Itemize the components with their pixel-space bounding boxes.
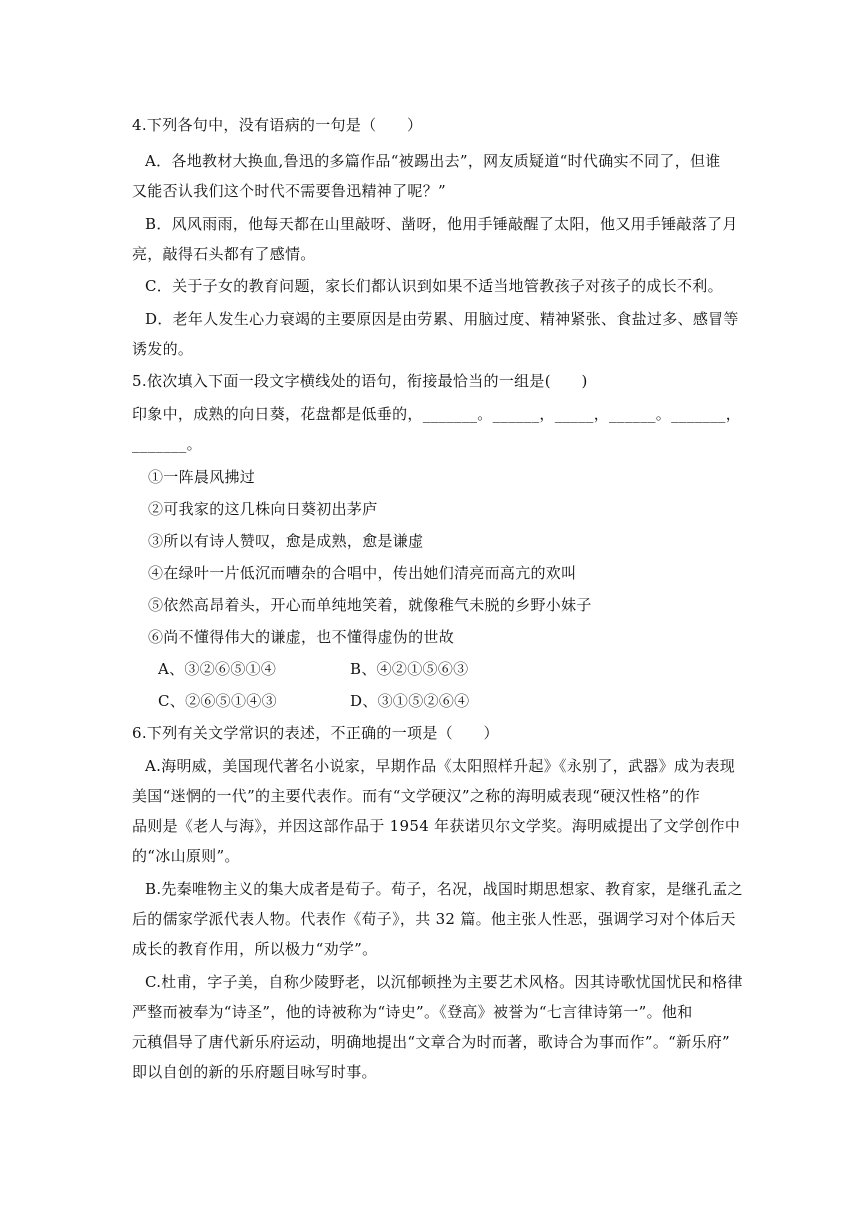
q4-option-d-line1: D．老年人发生心力衰竭的主要原因是由劳累、用脑过度、精神紧张、食盐过多、感冒等 — [145, 310, 739, 328]
q6-option-c-line1: C.杜甫，字子美，自称少陵野老，以沉郁顿挫为主要艺术风格。因其诗歌忧国忧民和格律 — [145, 973, 743, 991]
q6-option-a-line4: 的“冰山原则”。 — [132, 847, 240, 865]
q5-choice-a: A、③②⑥⑤①④ — [158, 660, 277, 678]
q5-item-6: ⑥尚不懂得伟大的谦虚，也不懂得虚伪的世故 — [148, 628, 455, 646]
question-5-stem: 5.依次填入下面一段文字横线处的语句，衔接最恰当的一组是( ) — [132, 372, 588, 390]
question-6-stem: 6.下列有关文学常识的表述，不正确的一项是（ ） — [132, 724, 499, 742]
q5-item-1: ①一阵晨风拂过 — [148, 468, 256, 486]
q5-passage-line2: _______。 — [132, 435, 202, 453]
q4-option-d-line2: 诱发的。 — [132, 340, 194, 358]
q5-item-5: ⑤依然高昂着头，开心而单纯地笑着，就像稚气未脱的乡野小妹子 — [148, 596, 592, 614]
q6-option-a-line3: 品则是《老人与海》，并因这部作品于 1954 年获诺贝尔文学奖。海明威提出了文学创作中 — [132, 817, 741, 835]
q6-option-c-line2: 严整而被奉为“诗圣”，他的诗被称为“诗史”。《登高》被誉为“七言律诗第一”。他和 — [132, 1003, 693, 1021]
q5-item-3: ③所以有诗人赞叹，愈是成熟，愈是谦虚 — [148, 532, 424, 550]
q4-option-b-line2: 亮，敲得石头都有了感情。 — [132, 245, 316, 263]
q5-choice-b: B、④②①⑤⑥③ — [350, 660, 469, 678]
q5-item-4: ④在绿叶一片低沉而嘈杂的合唱中，传出她们清亮而高亢的欢叫 — [148, 564, 577, 582]
q5-choice-c: C、②⑥⑤①④③ — [158, 692, 277, 710]
question-4-stem: 4.下列各句中，没有语病的一句是（ ） — [132, 116, 423, 134]
q4-option-c-line1: C．关于子女的教育问题，家长们都认识到如果不适当地管教孩子对孩子的成长不利。 — [145, 277, 723, 295]
q4-option-a-line1: A．各地教材大换血,鲁迅的多篇作品“被踢出去”，网友质疑道“时代确实不同了，但谁 — [145, 152, 721, 170]
q6-option-a-line1: A.海明威，美国现代著名小说家，早期作品《太阳照样升起》《永别了，武器》成为表现 — [145, 757, 736, 775]
q6-option-b-line3: 成长的教育作用，所以极力“劝学”。 — [132, 940, 378, 958]
q6-option-a-line2: 美国“迷惘的一代”的主要代表作。而有“文学硬汉”之称的海明威表现“硬汉性格”的作 — [132, 787, 701, 805]
q6-option-b-line1: B.先秦唯物主义的集大成者是荀子。荀子，名况，战国时期思想家、教育家，是继孔孟之 — [145, 880, 743, 898]
q5-item-2: ②可我家的这几株向日葵初出茅庐 — [148, 500, 378, 518]
q6-option-c-line4: 即以自创的新的乐府题目咏写时事。 — [132, 1063, 377, 1081]
q5-passage-line1: 印象中，成熟的向日葵，花盘都是低垂的，_______。______，_____，______。_______， — [132, 405, 742, 423]
q5-choice-d: D、③①⑤②⑥④ — [350, 692, 470, 710]
q4-option-b-line1: B．风风雨雨，他每天都在山里敲呀、凿呀，他用手锤敲醒了太阳，他又用手锤敲落了月 — [145, 215, 738, 233]
q6-option-c-line3: 元稹倡导了唐代新乐府运动，明确地提出“文章合为时而著，歌诗合为事而作”。“新乐府” — [132, 1033, 730, 1051]
q4-option-a-line2: 又能否认我们这个时代不需要鲁迅精神了呢？” — [132, 182, 446, 200]
q6-option-b-line2: 后的儒家学派代表人物。代表作《荀子》，共 32 篇。他主张人性恶，强调学习对个体后天 — [132, 910, 736, 928]
